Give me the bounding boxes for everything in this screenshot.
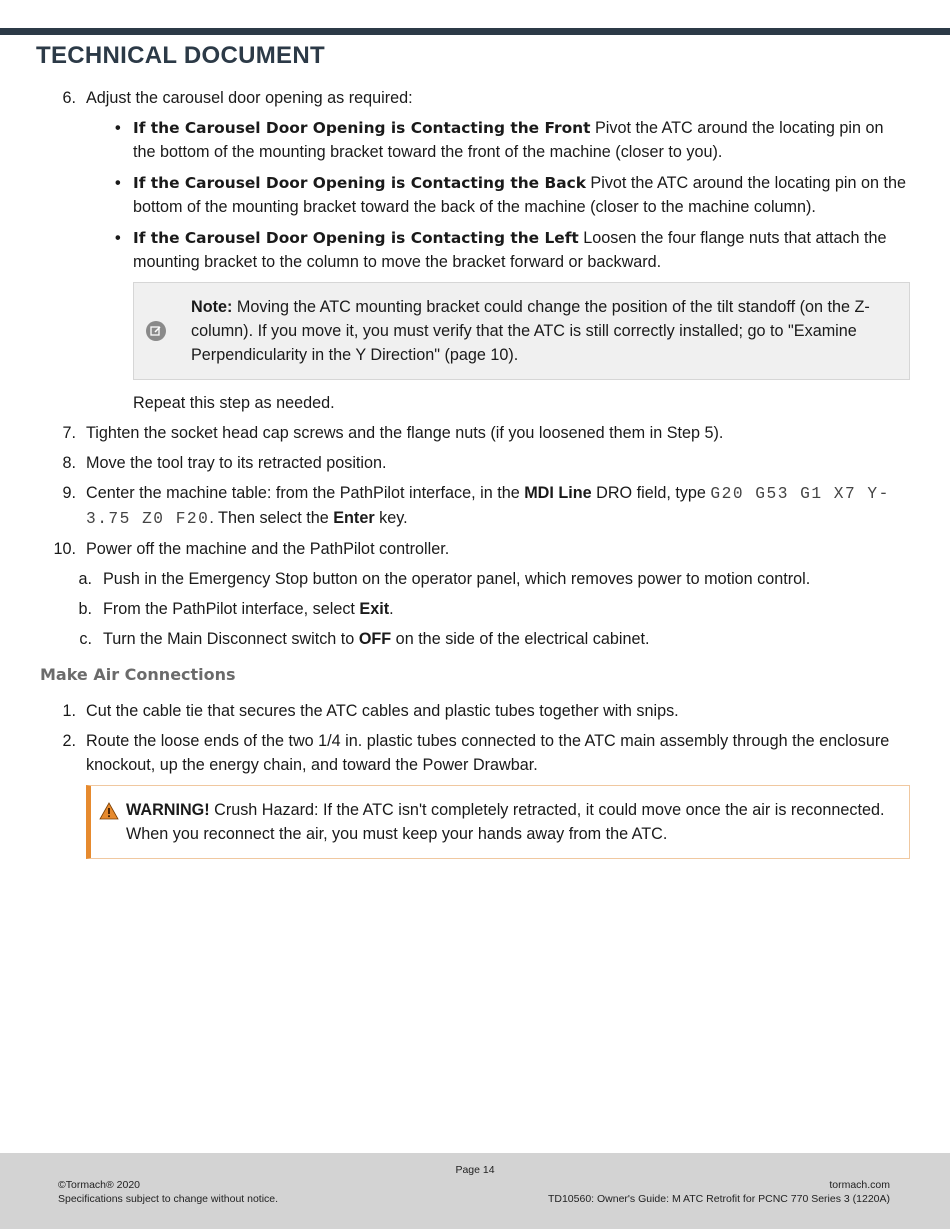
document-body [0,86,950,859]
substep-letter: c. [79,630,92,648]
bullet-item-back [115,171,910,219]
disclaimer: Specifications subject to change without notice. [58,1193,279,1205]
repeat-text: Repeat this step as needed. [133,394,335,412]
warning-icon [99,802,119,827]
bullet-text: Loosen the four flange nuts that attach the mounting bracket to the column to move the bracket forward or backward. [133,229,887,271]
step-text: Cut the cable tie that secures the ATC cables and plastic tubes together with snips. [86,702,679,720]
step-number: 2. [62,732,76,750]
step-10 [0,537,950,561]
bullet-icon: • [115,174,121,192]
warning-callout [86,785,910,859]
bullet-heading: If the Carousel Door Opening is Contacting the Front [133,119,591,137]
exit-label: Exit [359,600,390,618]
substep-text: Push in the Emergency Stop button on the operator panel, which removes power to motion control. [103,570,811,588]
substep-letter: b. [78,600,92,618]
enter-key-label: Enter [333,509,375,527]
bullet-item-left [115,226,910,274]
bullet-heading: If the Carousel Door Opening is Contacting the Back [133,174,586,192]
bullet-icon: • [115,229,121,247]
step-number: 10. [53,540,76,558]
bullet-heading: If the Carousel Door Opening is Contacting the Left [133,229,579,247]
substep-a [0,567,950,591]
substep-c [0,627,950,651]
step-text-post: key. [374,509,408,527]
air-step-1 [0,699,950,723]
page-title: TECHNICAL DOCUMENT [36,42,325,69]
step-number: 9. [62,484,76,502]
substep-b [0,597,950,621]
step-8 [0,451,950,475]
warning-label: WARNING! [126,801,210,819]
step-number: 1. [62,702,76,720]
step-text: Tighten the socket head cap screws and the flange nuts (if you loosened them in Step 5). [86,424,724,442]
website: tormach.com [829,1179,890,1191]
section-heading: Make Air Connections [40,665,236,684]
step-number: 7. [62,424,76,442]
note-icon [146,321,166,341]
bullet-text: Pivot the ATC around the locating pin on the bottom of the mounting bracket toward the back of the machine (closer to the machine column). [133,174,906,216]
step-text-pre: Center the machine table: from the PathPilot interface, in the [86,484,525,502]
step-text: Adjust the carousel door opening as required: [86,89,413,107]
step-text: Move the tool tray to its retracted position. [86,454,387,472]
step-9 [0,481,950,531]
gcode-command: G20 G53 G1 X7 Y-3.75 Z0 F20 [86,485,890,528]
page-number: Page 14 [455,1164,495,1176]
step-text-mid: DRO field, type [591,484,711,502]
step-text: Power off the machine and the PathPilot controller. [86,540,450,558]
note-callout [133,282,910,380]
page-footer [0,1153,950,1229]
note-label: Note: [191,298,233,316]
substep-text-pre: Turn the Main Disconnect switch to [103,630,359,648]
air-step-2 [0,729,950,777]
copyright: ©Tormach® 2020 [58,1179,141,1191]
off-label: OFF [358,630,392,648]
note-text: Moving the ATC mounting bracket could change the position of the tilt standoff (on the Z-column). If you move it, you must verify that the ATC is still correctly installed; go to "Examine Perpendicularity in the Y Direction" (page 10). [191,298,870,364]
warning-text: Crush Hazard: If the ATC isn't completely retracted, it could move once the air is reconnected. When you reconnect the air, you must keep your hands away from the ATC. [126,801,885,843]
step-number: 8. [62,454,76,472]
bullet-list [0,116,950,274]
header-bar [0,28,950,35]
substep-text-post: . [389,600,394,618]
step-7 [0,421,950,445]
mdi-line-label: MDI Line [524,484,592,502]
document-id: TD10560: Owner's Guide: M ATC Retrofit for PCNC 770 Series 3 (1220A) [547,1193,890,1205]
bullet-icon: • [115,119,121,137]
bullet-item-front [115,116,910,164]
step-text-mid2: . Then select the [209,509,334,527]
substep-text-pre: From the PathPilot interface, select [103,600,360,618]
step-text: Route the loose ends of the two 1/4 in. plastic tubes connected to the ATC main assembly through the enclosure knockout, up the energy chain, and toward the Power Drawbar. [86,732,890,774]
step-6 [0,86,950,110]
substep-text-post: on the side of the electrical cabinet. [391,630,650,648]
substep-letter: a. [78,570,92,588]
bullet-text: Pivot the ATC around the locating pin on the bottom of the mounting bracket toward the front of the machine (closer to you). [133,119,884,161]
step-number: 6. [62,89,76,107]
